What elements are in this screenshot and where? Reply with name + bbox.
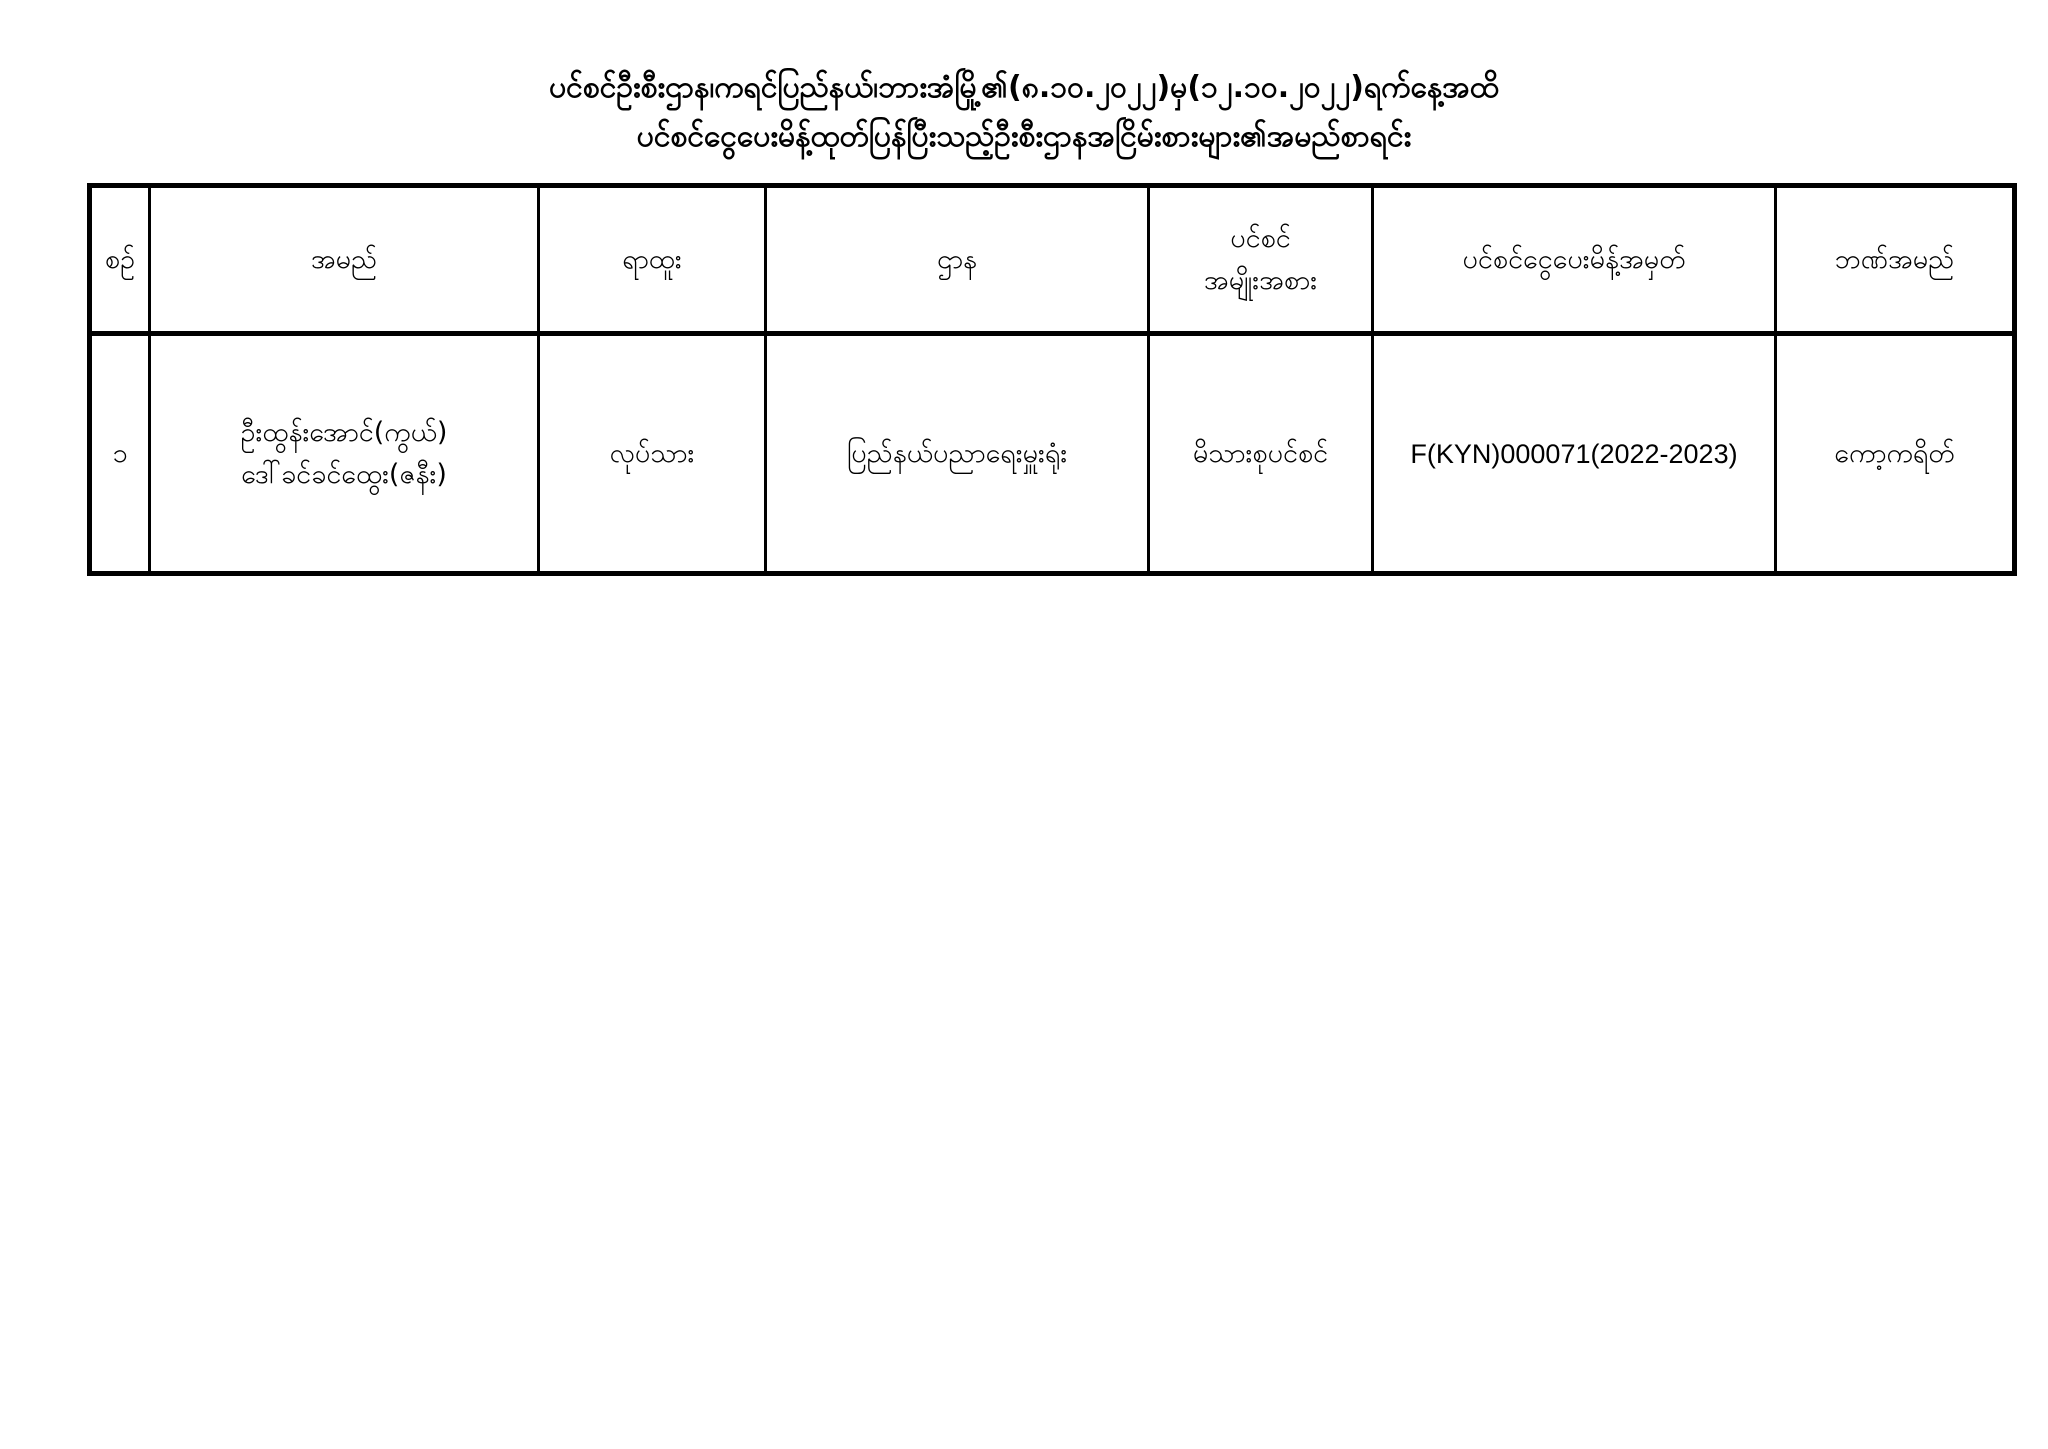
cell-pension-type: မိသားစုပင်စင် xyxy=(1149,334,1373,574)
header-name: အမည် xyxy=(150,186,539,334)
pensioner-table xyxy=(87,183,2017,576)
table-header-row xyxy=(90,186,2015,334)
name-line-1: ဦးထွန်းအောင်(ကွယ်) xyxy=(240,416,448,448)
header-serial-no: စဉ် xyxy=(90,186,150,334)
cell-rank: လုပ်သား xyxy=(539,334,766,574)
header-pension-type: ပင်စင် အမျိုးအစား xyxy=(1149,186,1373,334)
table-row xyxy=(90,334,2015,574)
cell-department: ပြည်နယ်ပညာရေးမှူးရုံး xyxy=(766,334,1149,574)
header-order-number: ပင်စင်ငွေပေးမိန့်အမှတ် xyxy=(1373,186,1776,334)
header-department: ဌာန xyxy=(766,186,1149,334)
header-bank-name: ဘဏ်အမည် xyxy=(1776,186,2015,334)
cell-serial-no: ၁ xyxy=(90,334,150,574)
cell-bank-name: ကော့ကရိတ် xyxy=(1776,334,2015,574)
document-title-line-1: ပင်စင်ဦးစီးဌာန၊ကရင်ပြည်နယ်၊ဘားအံမြို့၏(၈.၁၀.၂၀၂၂)မှ(၁၂.၁၀.၂၀၂၂)ရက်နေ့အထိ xyxy=(549,70,1499,105)
cell-order-number: F(KYN)000071(2022-2023) xyxy=(1373,334,1776,574)
name-line-2: ဒေါ်ခင်ခင်ထွေး(ဇနီး) xyxy=(241,458,447,490)
document-title-line-2: ပင်စင်ငွေပေးမိန့်ထုတ်ပြန်ပြီးသည့်ဦးစီးဌာနအငြိမ်းစားများ၏အမည်စာရင်း xyxy=(636,119,1412,154)
cell-name xyxy=(150,334,539,574)
header-rank: ရာထူး xyxy=(539,186,766,334)
